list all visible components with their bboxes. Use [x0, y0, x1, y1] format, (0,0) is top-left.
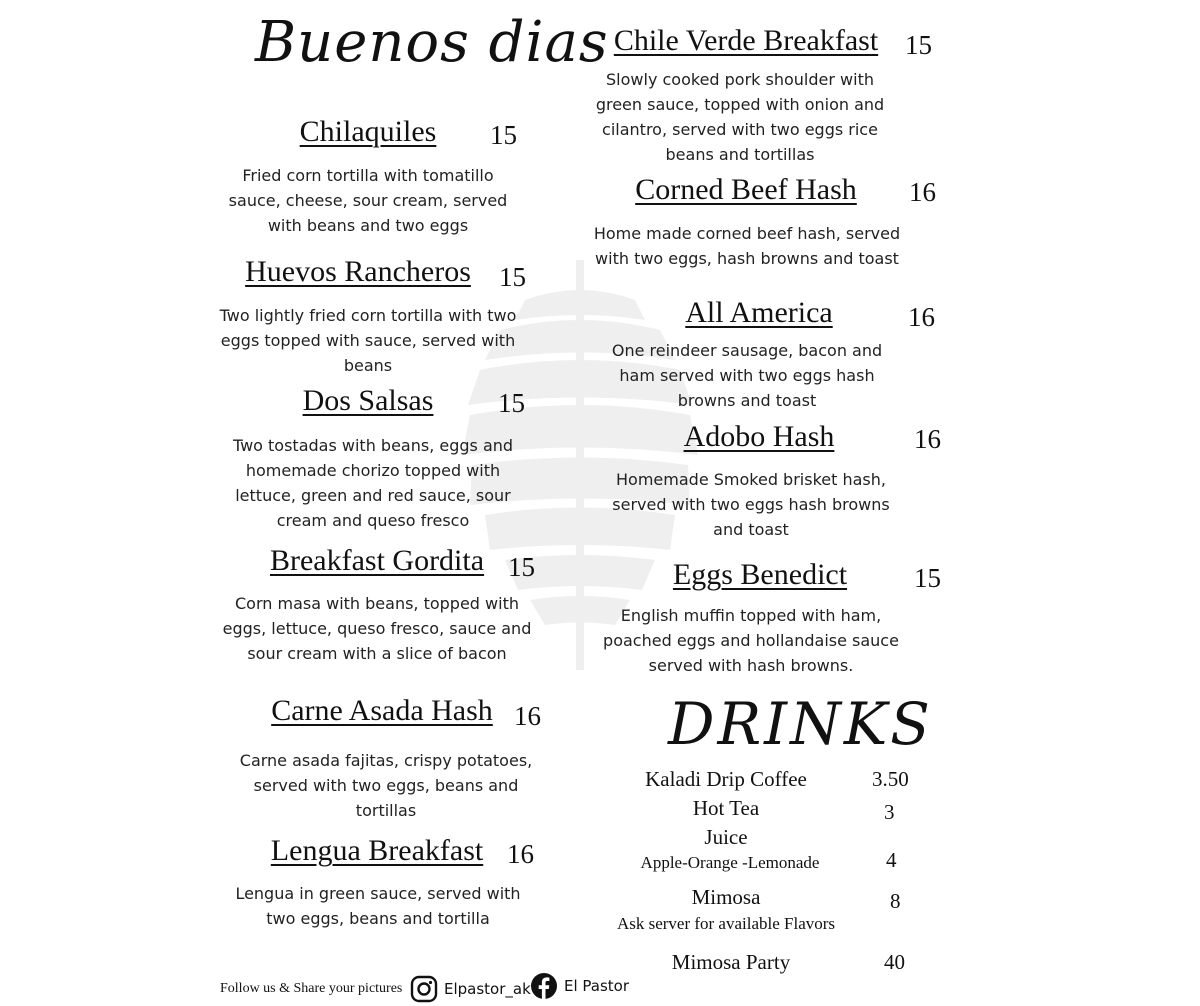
item-name: All America	[685, 296, 833, 329]
menu-item-all-america	[664, 296, 854, 330]
drink-price: 3	[884, 800, 895, 824]
menu-item-chile-verde-breakfast	[596, 24, 896, 58]
item-description: English muffin topped with ham, poached eggs and hollandaise sauce served with hash browns.	[603, 606, 899, 675]
item-price: 16	[908, 302, 935, 332]
item-price: 15	[499, 262, 526, 292]
drink-subtitle: Ask server for available Flavors	[616, 914, 836, 933]
drink-price: 4	[886, 848, 897, 872]
instagram-icon	[410, 975, 438, 1003]
facebook-handle: El Pastor	[564, 977, 630, 995]
item-description: Lengua in green sauce, served with two eggs, beans and tortilla	[235, 884, 521, 928]
menu-item-carne-asada-hash	[246, 694, 518, 728]
instagram-link[interactable]	[410, 975, 531, 1003]
item-price: 16	[909, 177, 936, 207]
drink-price: 40	[884, 950, 905, 974]
facebook-link[interactable]	[530, 972, 629, 1000]
instagram-handle: Elpastor_ak	[444, 980, 531, 998]
menu-item-chilaquiles	[248, 115, 488, 149]
item-price: 15	[498, 388, 525, 418]
item-description: One reindeer sausage, bacon and ham served with two eggs hash browns and toast	[611, 341, 883, 410]
item-price: 15	[490, 120, 517, 150]
menu-item-corned-beef-hash	[614, 173, 878, 207]
drink-price: 3.50	[872, 767, 909, 791]
menu-item-huevos-rancheros	[226, 255, 490, 289]
drink-name: Mimosa Party	[671, 950, 791, 974]
item-description: Corn masa with beans, topped with eggs, lettuce, queso fresco, sauce and sour cream with a slice of bacon	[222, 594, 532, 663]
item-name: Eggs Benedict	[672, 558, 848, 591]
menu-item-lengua-breakfast	[250, 834, 504, 868]
item-name: Carne Asada Hash	[271, 694, 493, 727]
item-name: Adobo Hash	[683, 420, 835, 453]
item-description: Home made corned beef hash, served with two eggs, hash browns and toast	[593, 224, 901, 268]
menu-title: Buenos dias	[255, 10, 609, 75]
drink-name: Juice	[704, 825, 748, 849]
drink-name: Kaladi Drip Coffee	[645, 767, 807, 791]
item-name: Breakfast Gordita	[269, 544, 485, 577]
item-price: 15	[914, 563, 941, 593]
item-description: Fried corn tortilla with tomatillo sauce, cheese, sour cream, served with beans and two eggs	[228, 166, 508, 235]
footer-follow-text: Follow us & Share your pictures	[220, 981, 403, 996]
item-description: Homemade Smoked brisket hash, served with two eggs hash browns and toast	[612, 470, 890, 539]
item-description: Slowly cooked pork shoulder with green sauce, topped with onion and cilantro, served with two eggs rice beans and tortillas	[595, 70, 885, 164]
drink-name: Hot Tea	[692, 796, 760, 820]
menu-item-adobo-hash	[664, 420, 854, 454]
drink-subtitle: Apple-Orange -Lemonade	[640, 853, 820, 872]
menu-item-eggs-benedict	[650, 558, 870, 592]
item-name: Chile Verde Breakfast	[613, 24, 879, 57]
item-description: Two tostadas with beans, eggs and homemade chorizo topped with lettuce, green and red sauce, sour cream and queso fresco	[232, 436, 514, 530]
drinks-title: DRINKS	[668, 690, 933, 758]
drink-price: 8	[890, 889, 901, 913]
facebook-icon	[530, 972, 558, 1000]
menu-item-breakfast-gordita	[246, 544, 508, 578]
item-name: Corned Beef Hash	[635, 173, 857, 206]
item-price: 15	[508, 552, 535, 582]
drink-name: Mimosa	[691, 885, 761, 909]
item-name: Chilaquiles	[299, 115, 437, 148]
item-price: 16	[914, 424, 941, 454]
item-name: Dos Salsas	[302, 384, 434, 417]
item-name: Lengua Breakfast	[270, 834, 484, 867]
item-price: 16	[514, 701, 541, 731]
item-price: 15	[905, 30, 932, 60]
item-description: Carne asada fajitas, crispy potatoes, served with two eggs, beans and tortillas	[239, 751, 533, 820]
item-price: 16	[507, 839, 534, 869]
item-description: Two lightly fried corn tortilla with two eggs topped with sauce, served with beans	[219, 306, 517, 375]
menu-item-dos-salsas	[258, 384, 478, 418]
item-name: Huevos Rancheros	[245, 255, 471, 288]
